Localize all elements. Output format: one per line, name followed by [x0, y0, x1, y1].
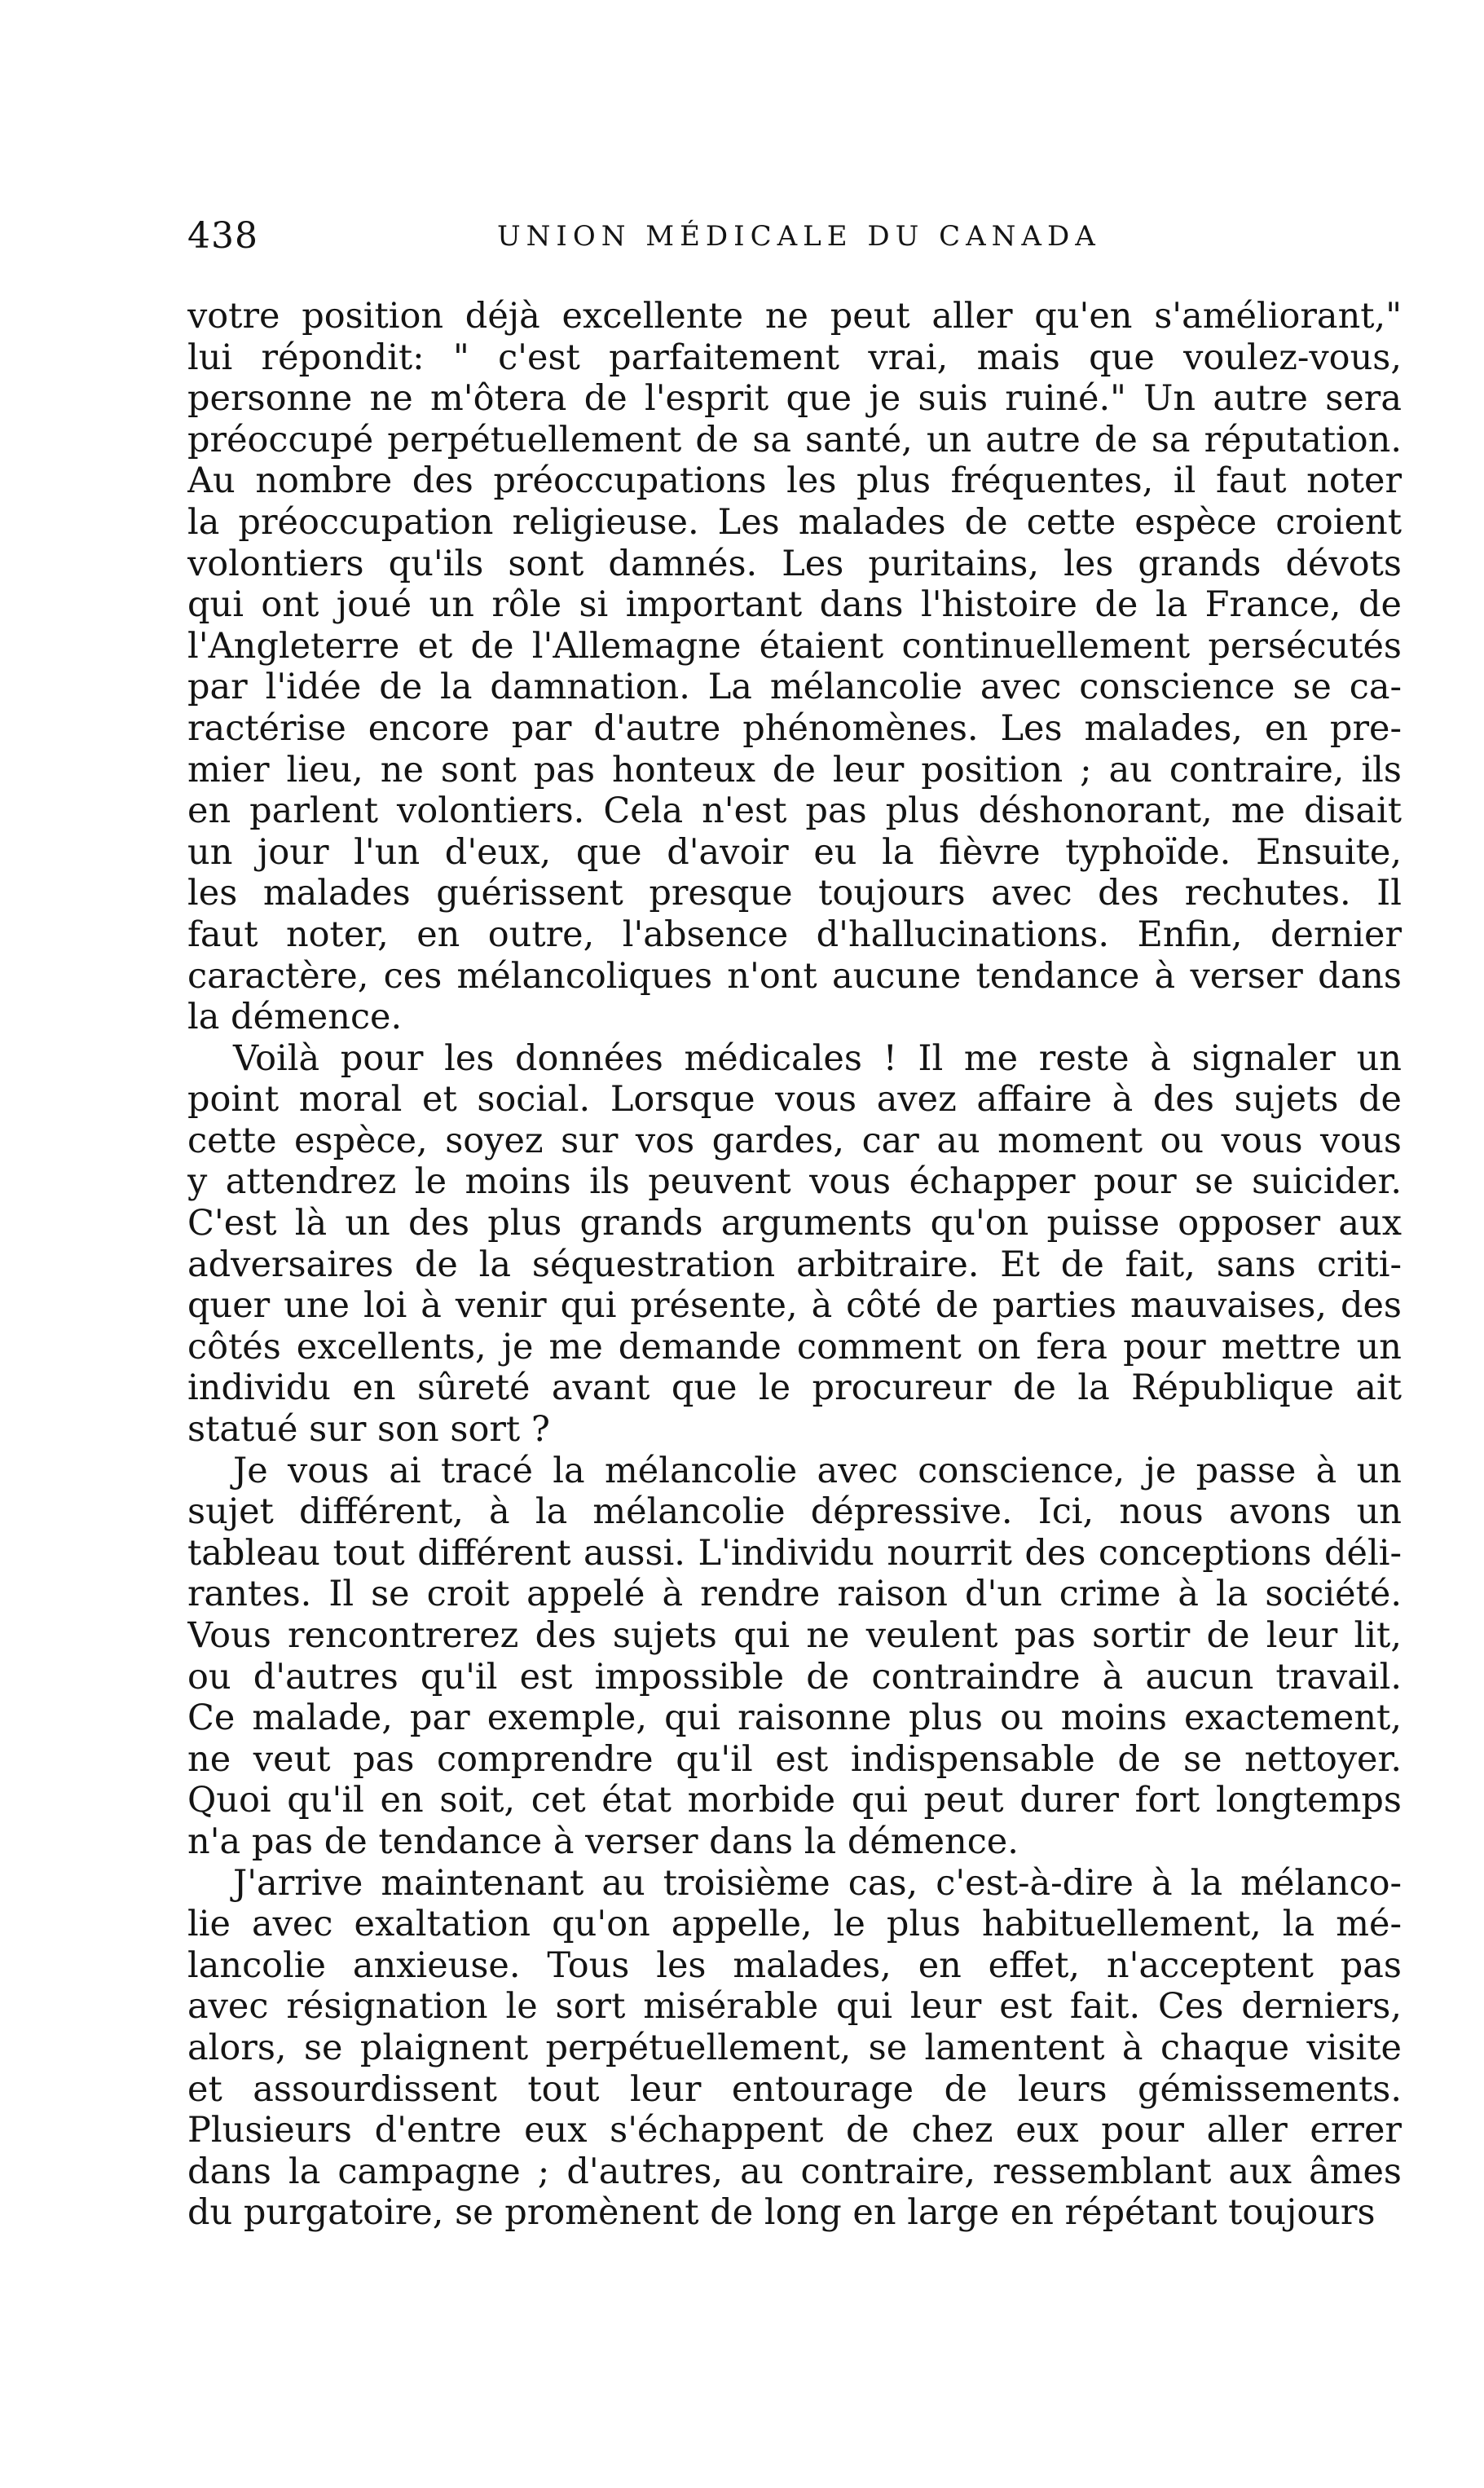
text-line: côtés excellents, je me demande comment on fera pour mettre un: [187, 1326, 1402, 1367]
text-line: statué sur son sort ?: [187, 1409, 550, 1451]
text-line: préoccupé perpétuellement de sa santé, un autre de sa réputation.: [187, 419, 1402, 460]
text-line: qui ont joué un rôle si important dans l'histoire de la France, de: [187, 584, 1402, 626]
text-line: sujet différent, à la mélancolie dépressive. Ici, nous avons un: [187, 1491, 1402, 1533]
running-head: [187, 214, 1402, 259]
text-line: Voilà pour les données médicales ! Il me reste à signaler un: [233, 1037, 1402, 1079]
text-line: alors, se plaignent perpétuellement, se lamentent à chaque visite: [187, 2027, 1402, 2068]
text-line: ractérise encore par d'autre phénomènes. Les malades, en pre-: [187, 707, 1402, 749]
paragraph: [187, 1038, 1402, 1451]
text-line: ne veut pas comprendre qu'il est indispensable de se nettoyer.: [187, 1738, 1402, 1780]
text-line: Au nombre des préoccupations les plus fréquentes, il faut noter: [187, 460, 1402, 502]
text-line: les malades guérissent presque toujours avec des rechutes. Il: [187, 873, 1402, 914]
text-line: adversaires de la séquestration arbitraire. Et de fait, sans criti-: [187, 1244, 1402, 1285]
text-line: lie avec exaltation qu'on appelle, le plus habituellement, la mé-: [187, 1904, 1402, 1945]
text-line: volontiers qu'ils sont damnés. Les puritains, les grands dévots: [187, 543, 1402, 584]
text-line: personne ne m'ôtera de l'esprit que je suis ruiné." Un autre sera: [187, 378, 1402, 420]
text-line: C'est là un des plus grands arguments qu'on puisse opposer aux: [187, 1203, 1402, 1244]
text-line: la démence.: [187, 997, 403, 1038]
text-line: Vous rencontrerez des sujets qui ne veulent pas sortir de leur lit,: [187, 1615, 1402, 1656]
text-line: tableau tout différent aussi. L'individu nourrit des conceptions déli-: [187, 1532, 1402, 1574]
text-line: y attendrez le moins ils peuvent vous échapper pour se suicider.: [187, 1161, 1402, 1203]
text-line: individu en sûreté avant que le procureur de la République ait: [187, 1367, 1402, 1409]
text-line: cette espèce, soyez sur vos gardes, car au moment ou vous vous: [187, 1120, 1402, 1161]
text-line: mier lieu, ne sont pas honteux de leur position ; au contraire, ils: [187, 749, 1402, 790]
text-line: dans la campagne ; d'autres, au contraire, ressemblant aux âmes: [187, 2151, 1402, 2192]
text-line: votre position déjà excellente ne peut aller qu'en s'améliorant,": [187, 296, 1402, 337]
text-line: lancolie anxieuse. Tous les malades, en effet, n'acceptent pas: [187, 1944, 1402, 1986]
text-line: et assourdissent tout leur entourage de leurs gémissements.: [187, 2068, 1402, 2110]
text-line: rantes. Il se croit appelé à rendre raison d'un crime à la société.: [187, 1574, 1402, 1615]
text-line: l'Angleterre et de l'Allemagne étaient continuellement persécutés: [187, 625, 1402, 667]
text-line: ou d'autres qu'il est impossible de contraindre à aucun travail.: [187, 1656, 1402, 1698]
text-line: Ce malade, par exemple, qui raisonne plus ou moins exactement,: [187, 1698, 1402, 1739]
text-line: par l'idée de la damnation. La mélancolie avec conscience se ca-: [187, 667, 1402, 708]
paragraph: [187, 1863, 1402, 2234]
text-line: en parlent volontiers. Cela n'est pas plus déshonorant, me disait: [187, 790, 1402, 832]
page-number: 438: [187, 215, 258, 257]
paragraph: [187, 1451, 1402, 1863]
body-text: [187, 296, 1402, 2234]
text-line: caractère, ces mélancoliques n'ont aucune tendance à verser dans: [187, 955, 1402, 997]
paragraph: [187, 296, 1402, 1038]
text-line: la préoccupation religieuse. Les malades de cette espèce croient: [187, 501, 1402, 543]
text-line: du purgatoire, se promènent de long en large en répétant toujours: [187, 2192, 1376, 2234]
text-line: n'a pas de tendance à verser dans la démence.: [187, 1821, 1019, 1862]
text-line: avec résignation le sort misérable qui leur est fait. Ces derniers,: [187, 1986, 1402, 2028]
text-line: J'arrive maintenant au troisième cas, c'est-à-dire à la mélanco-: [233, 1862, 1402, 1904]
text-line: point moral et social. Lorsque vous avez affaire à des sujets de: [187, 1079, 1402, 1121]
text-line: lui répondit: " c'est parfaitement vrai, mais que voulez-vous,: [187, 337, 1402, 378]
text-line: quer une loi à venir qui présente, à côté de parties mauvaises, des: [187, 1285, 1402, 1327]
text-line: Plusieurs d'entre eux s'échappent de chez eux pour aller errer: [187, 2110, 1402, 2151]
text-line: faut noter, en outre, l'absence d'hallucinations. Enfin, dernier: [187, 914, 1402, 955]
text-line: Quoi qu'il en soit, cet état morbide qui peut durer fort longtemps: [187, 1780, 1402, 1821]
text-line: un jour l'un d'eux, que d'avoir eu la fièvre typhoïde. Ensuite,: [187, 831, 1402, 873]
text-line: Je vous ai tracé la mélancolie avec conscience, je passe à un: [233, 1450, 1402, 1491]
journal-title: UNION MÉDICALE DU CANADA: [497, 220, 1101, 253]
